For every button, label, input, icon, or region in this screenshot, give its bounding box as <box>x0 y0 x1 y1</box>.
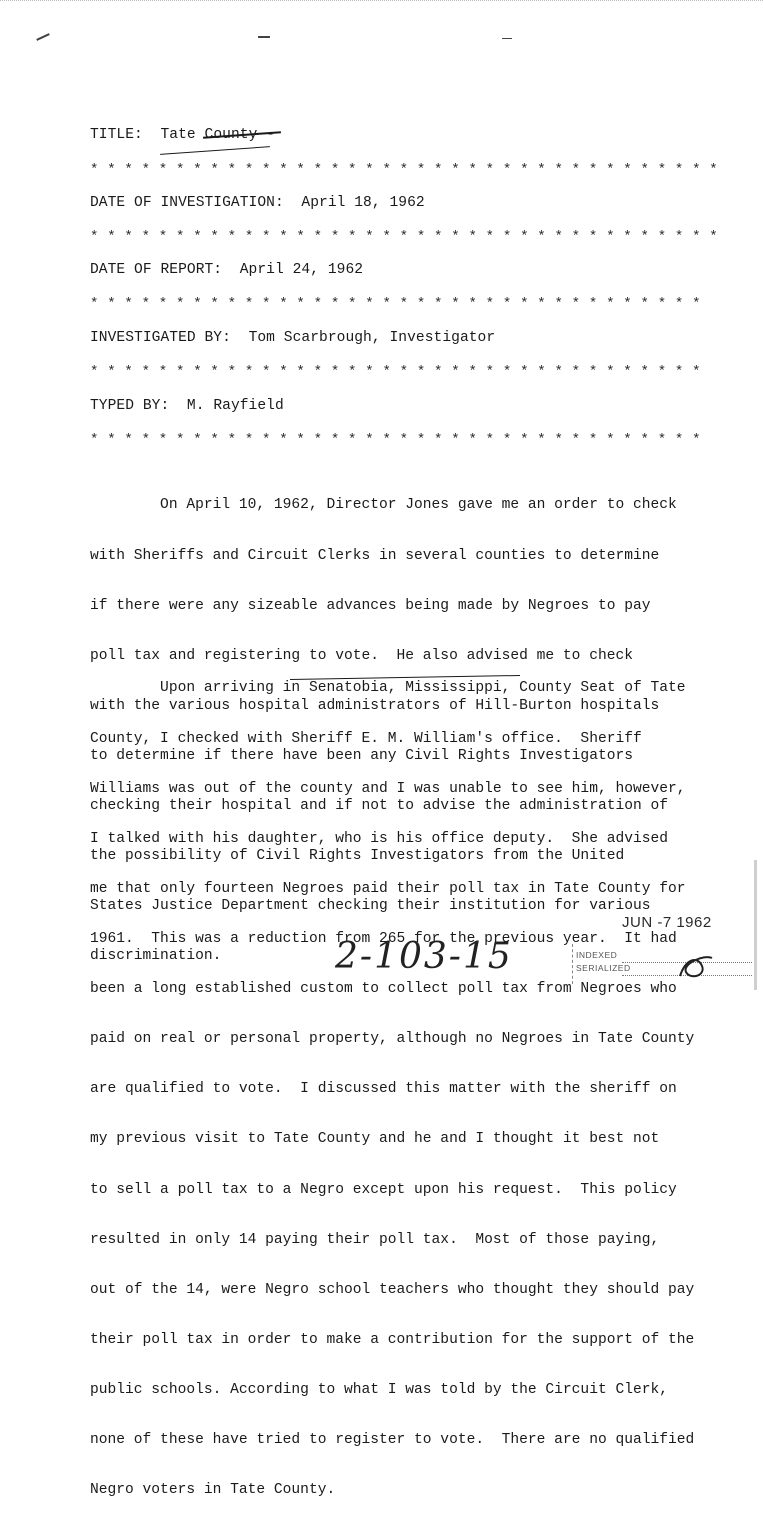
title-struck-text: County - <box>204 127 275 143</box>
text-line: County, I checked with Sheriff E. M. William's office. Sheriff <box>90 730 642 747</box>
separator: * * * * * * * * * * * * * * * * * * * * * * * * * * * * * * * * * * * * * <box>90 162 718 178</box>
text-line: with Sheriffs and Circuit Clerks in several counties to determine <box>90 547 660 564</box>
text-line: none of these have tried to register to vote. There are no qualified <box>90 1432 695 1449</box>
title-line <box>90 127 275 144</box>
text-line: me that only fourteen Negroes paid their poll tax in Tate County for <box>90 880 686 897</box>
text-line: 1961. This was a reduction from 265 for the previous year. It had <box>90 930 677 947</box>
title-label: TITLE: <box>90 127 143 143</box>
typed-value: M. Rayfield <box>186 398 284 414</box>
margin-mark <box>258 36 270 38</box>
text-line: been a long established custom to collect poll tax from Negroes who <box>90 981 677 998</box>
text-line: with the various hospital administrators of Hill-Burton hospitals <box>90 697 660 714</box>
text-line: Negro voters in Tate County. <box>90 1482 336 1499</box>
margin-mark <box>502 38 512 39</box>
text-line: I talked with his daughter, who is his office deputy. She advised <box>90 830 669 847</box>
page-side-edge <box>754 860 757 990</box>
investigated-by <box>90 330 495 347</box>
investigated-value: Tom Scarbrough, Investigator <box>248 330 496 346</box>
text-line: poll tax and registering to vote. He also advised me to check <box>90 647 633 664</box>
handwritten-file-number: 2-103-15 <box>335 936 513 977</box>
date-investigation-label: DATE OF INVESTIGATION: <box>90 195 284 211</box>
title-handwritten-underline <box>160 146 270 155</box>
text-line: the possibility of Civil Rights Investigators from the United <box>90 848 625 865</box>
stamp-serialized-label: SERIALIZED <box>576 963 631 973</box>
date-report-label: DATE OF REPORT: <box>90 262 223 278</box>
typed-by <box>90 398 284 415</box>
date-of-report <box>90 262 363 279</box>
text-line: are qualified to vote. I discussed this matter with the sheriff on <box>90 1081 677 1098</box>
text-line: to determine if there have been any Civil Rights Investigators <box>90 747 633 764</box>
text-line: their poll tax in order to make a contribution for the support of the <box>90 1331 695 1348</box>
investigated-label: INVESTIGATED BY: <box>90 330 231 346</box>
stamp-date: JUN -7 1962 <box>622 914 712 931</box>
text-line: out of the 14, were Negro school teachers who thought they should pay <box>90 1281 695 1298</box>
title-value: Tate <box>160 127 196 143</box>
separator: * * * * * * * * * * * * * * * * * * * * * * * * * * * * * * * * * * * * <box>90 364 701 380</box>
text-line: my previous visit to Tate County and he and I thought it best not <box>90 1131 660 1148</box>
margin-mark <box>36 33 50 41</box>
text-line: resulted in only 14 paying their poll tax. Most of those paying, <box>90 1231 660 1248</box>
text-line: On April 10, 1962, Director Jones gave me an order to check <box>90 497 677 514</box>
separator: * * * * * * * * * * * * * * * * * * * * * * * * * * * * * * * * * * * * <box>90 432 701 448</box>
paragraph-2 <box>90 647 730 1532</box>
text-line: to sell a poll tax to a Negro except upon his request. This policy <box>90 1181 677 1198</box>
page-top-edge <box>0 0 763 7</box>
date-of-investigation <box>90 195 425 212</box>
text-line: States Justice Department checking their institution for various <box>90 898 651 915</box>
text-line: public schools. According to what I was told by the Circuit Clerk, <box>90 1381 669 1398</box>
date-report-value: April 24, 1962 <box>239 262 364 278</box>
text-line: Williams was out of the county and I was unable to see him, however, <box>90 780 686 797</box>
text-line: Upon arriving in Senatobia, Mississippi, County Seat of Tate <box>90 680 686 697</box>
typed-label: TYPED BY: <box>90 398 170 414</box>
stamp-indexed-label: INDEXED <box>576 950 618 960</box>
text-line: if there were any sizeable advances being made by Negroes to pay <box>90 597 651 614</box>
date-investigation-value: April 18, 1962 <box>301 195 425 211</box>
separator: * * * * * * * * * * * * * * * * * * * * * * * * * * * * * * * * * * * * * <box>90 229 718 245</box>
text-line: paid on real or personal property, although no Negroes in Tate County <box>90 1031 695 1048</box>
separator: * * * * * * * * * * * * * * * * * * * * * * * * * * * * * * * * * * * * <box>90 296 701 312</box>
text-line: discrimination. <box>90 948 222 965</box>
handwritten-initials <box>676 952 716 982</box>
text-line: checking their hospital and if not to advise the administration of <box>90 798 669 815</box>
